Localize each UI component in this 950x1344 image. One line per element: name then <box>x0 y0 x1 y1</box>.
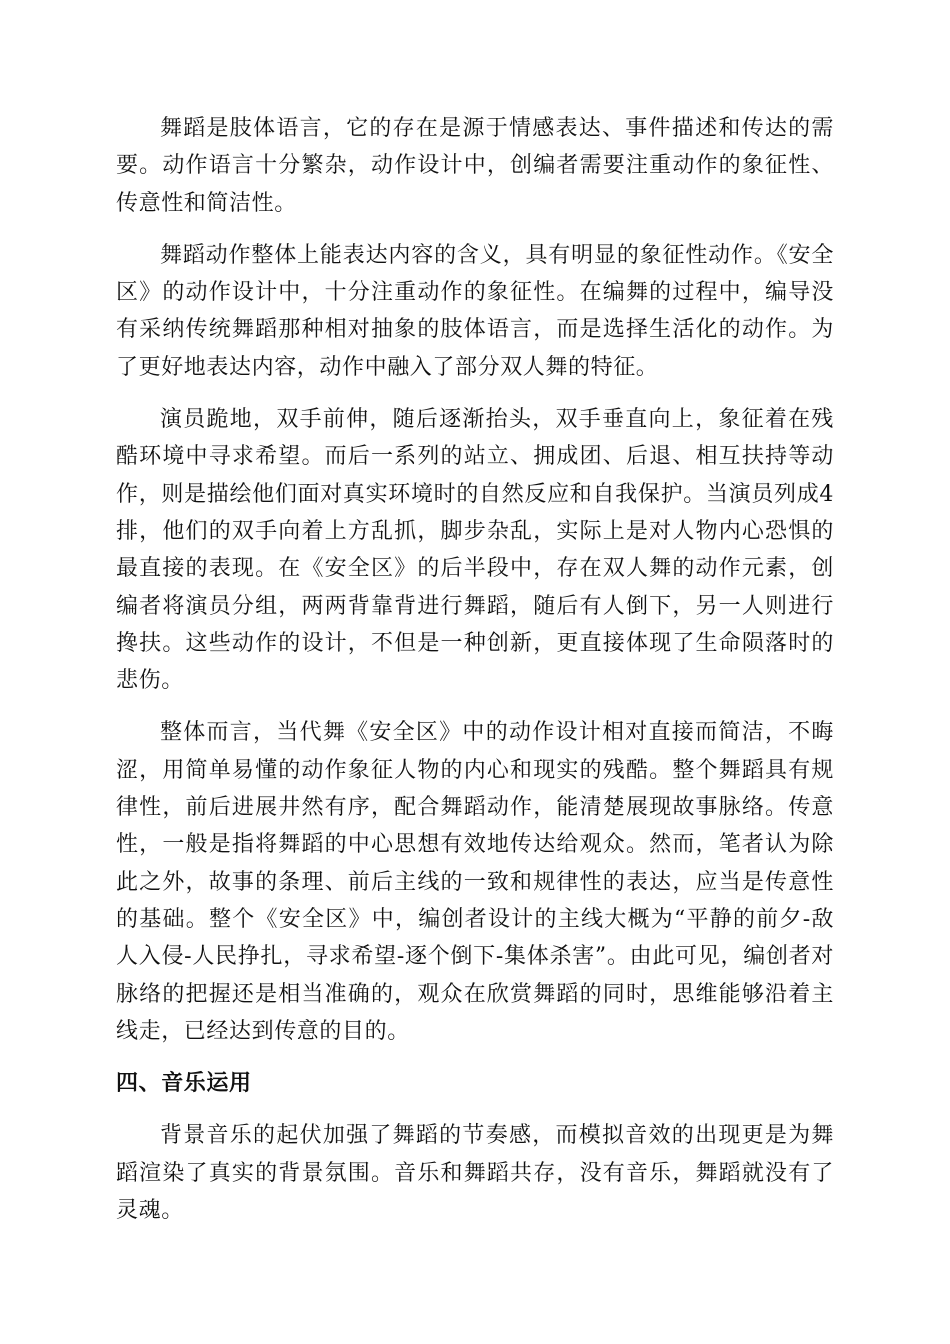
section-heading: 四、音乐运用 <box>116 1071 252 1097</box>
paragraph-4: 整体而言，当代舞《安全区》中的动作设计相对直接而简洁，不晦涩，用简单易懂的动作象征人物的内心和现实的残酷。整个舞蹈具有规律性，前后进展井然有序，配合舞蹈动作，能清楚展现故事脉络。传意性，一般是指将舞蹈的中心思想有效地传达给观众。然而，笔者认为除此之外，故事的条理、前后主线的一致和规律性的表达，应当是传意性的基础。整个《安全区》中，编创者设计的主线大概为“平静的前夕-敌人入侵-人民挣扎，寻求希望-逐个倒下-集体杀害”。由此可见，编创者对脉络的把握还是相当准确的，观众在欣赏舞蹈的同时，思维能够沿着主线走，已经达到传意的目的。 <box>116 720 834 1044</box>
paragraph-1: 舞蹈是肢体语言，它的存在是源于情感表达、事件描述和传达的需要。动作语言十分繁杂，动作设计中，创编者需要注重动作的象征性、传意性和简洁性。 <box>116 116 834 216</box>
paragraph-2: 舞蹈动作整体上能表达内容的含义，具有明显的象征性动作。《安全区》的动作设计中，十分注重动作的象征性。在编舞的过程中，编导没有采纳传统舞蹈那种相对抽象的肢体语言，而是选择生活化的动作。为了更好地表达内容，动作中融入了部分双人舞的特征。 <box>116 242 834 380</box>
document-body <box>116 110 834 1244</box>
paragraph-3: 演员跪地，双手前伸，随后逐渐抬头，双手垂直向上，象征着在残酷环境中寻求希望。而后一系列的站立、拥成团、后退、相互扶持等动作，则是描绘他们面对真实环境时的自然反应和自我保护。当演员列成4排，他们的双手向着上方乱抓，脚步杂乱，实际上是对人物内心恐惧的最直接的表现。在《安全区》的后半段中，存在双人舞的动作元素，创编者将演员分组，两两背靠背进行舞蹈，随后有人倒下，另一人则进行搀扶。这些动作的设计，不但是一种创新，更直接体现了生命陨落时的悲伤。 <box>116 407 834 694</box>
paragraph-5: 背景音乐的起伏加强了舞蹈的节奏感，而模拟音效的出现更是为舞蹈渲染了真实的背景氛围。音乐和舞蹈共存，没有音乐，舞蹈就没有了灵魂。 <box>116 1123 834 1224</box>
